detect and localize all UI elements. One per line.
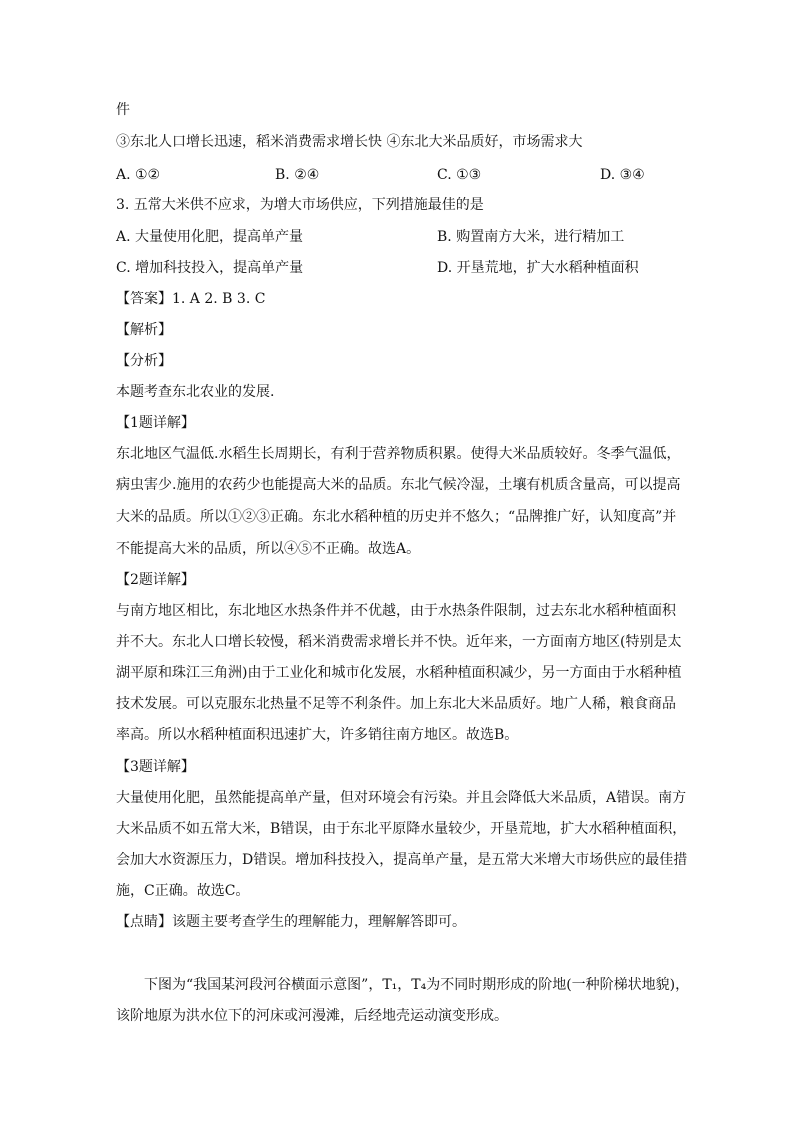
detail3-heading: 【3题详解】	[116, 759, 195, 775]
q3-option-b: B. 购置南方大米，进行精加工	[437, 229, 625, 245]
q2-choices-line: ③东北人口增长迅速，稻米消费需求增长快 ④东北大米品质好，市场需求大	[116, 134, 583, 150]
detail1-line: 病虫害少.施用的农药少也能提高大米的品质。东北气候冷湿，土壤有机质含量高，可以提高	[116, 477, 681, 493]
q3-option-d: D. 开垦荒地，扩大水稻种植面积	[437, 260, 639, 276]
detail3-line: 会加大水资源压力，D错误。增加科技投入，提高单产量，是五常大米增大市场供应的最佳措	[116, 852, 688, 868]
fenxi-heading: 【分析】	[116, 353, 172, 369]
q3-stem: 3. 五常大米供不应求，为增大市场供应，下列措施最佳的是	[116, 197, 484, 213]
detail3-line: 大米品质不如五常大米，B错误，由于东北平原降水量较少，开垦荒地，扩大水稻种植面积，	[116, 821, 687, 837]
answer-line: 【答案】1. A 2. B 3. C	[116, 291, 266, 307]
topic-line: 本题考查东北农业的发展.	[116, 384, 275, 400]
detail1-line: 大米的品质。所以①②③正确。东北水稻种植的历史并不悠久；“品牌推广好，认知度高”并	[116, 509, 677, 525]
detail1-line: 东北地区气温低.水稻生长周期长，有利于营养物质积累。使得大米品质较好。冬季气温低，	[116, 446, 681, 462]
detail2-heading: 【2题详解】	[116, 572, 195, 588]
detail3-line: 施，C正确。故选C。	[116, 883, 250, 899]
detail2-line: 技术发展。可以克服东北热量不足等不利条件。加上东北大米品质好。地广人稀，粮食商品	[116, 696, 676, 712]
detail1-line: 不能提高大米的品质，所以④⑤不正确。故选A。	[116, 541, 421, 557]
dianjing-line: 【点睛】该题主要考查学生的理解能力，理解解答即可。	[116, 914, 466, 930]
detail3-line: 大量使用化肥，虽然能提高单产量，但对环境会有污染。并且会降低大米品质，A错误。南方	[116, 790, 687, 806]
next-question-intro: 下图为“我国某河段河谷横面示意图”，T₁，T₄为不同时期形成的阶地(一种阶梯状地貌)，	[144, 977, 690, 993]
detail2-line: 率高。所以水稻种植面积迅速扩大，许多销往南方地区。故选B。	[116, 727, 519, 743]
intro-tail: 件	[116, 102, 130, 118]
detail1-heading: 【1题详解】	[116, 415, 195, 431]
q2-option-c: C. ①③	[437, 167, 482, 183]
q2-option-a: A. ①②	[116, 167, 161, 183]
detail2-line: 湖平原和珠江三角洲)由于工业化和城市化发展，水稻种植面积减少，另一方面由于水稻种植	[116, 665, 682, 681]
q3-option-c: C. 增加科技投入，提高单产量	[116, 260, 304, 276]
q2-option-d: D. ③④	[600, 167, 645, 183]
analysis-heading: 【解析】	[116, 322, 172, 338]
detail2-line: 与南方地区相比，东北地区水热条件并不优越，由于水热条件限制，过去东北水稻种植面积	[116, 603, 676, 619]
q2-option-b: B. ②④	[275, 167, 320, 183]
detail2-line: 并不大。东北人口增长较慢，稻米消费需求增长并不快。近年来，一方面南方地区(特别是太	[116, 634, 682, 650]
next-question-intro: 该阶地原为洪水位下的河床或河漫滩，后经地壳运动演变形成。	[116, 1008, 508, 1024]
q3-option-a: A. 大量使用化肥，提高单产量	[116, 229, 304, 245]
